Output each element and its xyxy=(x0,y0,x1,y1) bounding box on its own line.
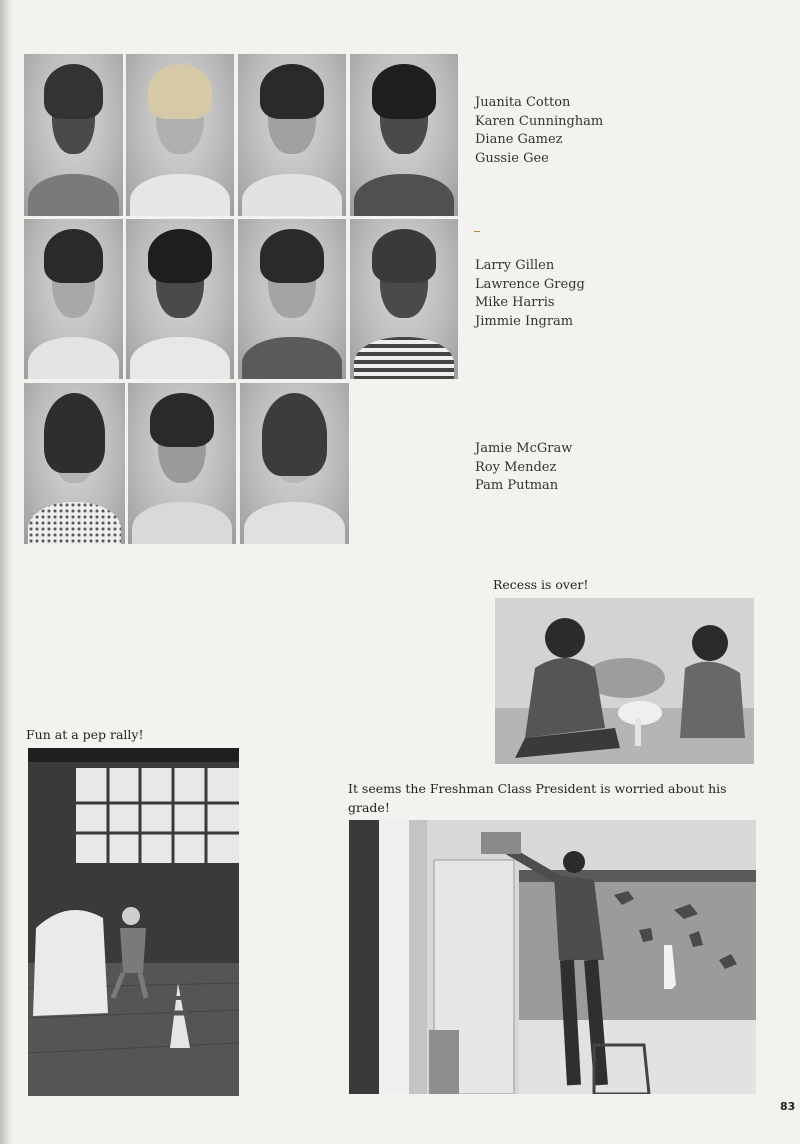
student-name: Jimmie Ingram xyxy=(475,313,574,329)
photo-class-president xyxy=(349,820,756,1094)
student-name: Gussie Gee xyxy=(475,150,549,166)
student-name: Karen Cunningham xyxy=(475,113,604,129)
page-number: 83 xyxy=(780,1100,796,1113)
name-list-row-2 xyxy=(475,257,585,331)
name-list-row-1 xyxy=(475,94,603,168)
portrait-diane-gamez xyxy=(238,54,346,216)
portrait-mike-harris xyxy=(238,219,346,379)
portrait-juanita-cotton xyxy=(24,54,123,216)
student-name: Jamie McGraw xyxy=(475,441,573,456)
portrait-gussie-gee xyxy=(350,54,458,216)
ink-mark xyxy=(474,231,480,232)
student-name: Mike Harris xyxy=(475,295,555,310)
portrait-karen-cunningham xyxy=(126,54,234,216)
portrait-larry-gillen xyxy=(24,219,123,379)
name-list-row-3 xyxy=(475,440,572,496)
portrait-jimmie-ingram xyxy=(350,219,458,379)
caption-recess: Recess is over! xyxy=(493,577,589,592)
caption-president-line-1: It seems the Freshman Class President is worried about his xyxy=(348,781,727,796)
portrait-lawrence-gregg xyxy=(126,219,234,379)
student-name: Roy Mendez xyxy=(475,459,557,475)
student-name: Lawrence Gregg xyxy=(475,276,585,292)
page-binding-shadow xyxy=(0,0,14,1144)
student-name: Larry Gillen xyxy=(475,258,555,273)
student-name: Juanita Cotton xyxy=(475,95,571,110)
photo-pep-rally xyxy=(28,748,239,1096)
caption-pep-rally: Fun at a pep rally! xyxy=(26,727,144,742)
student-name: Pam Putman xyxy=(475,478,559,493)
student-name: Diane Gamez xyxy=(475,132,563,147)
portrait-jamie-mcgraw xyxy=(24,383,125,544)
photo-recess xyxy=(495,598,754,764)
portrait-pam-putman xyxy=(240,383,349,544)
caption-president-line-2: grade! xyxy=(348,800,390,815)
portrait-roy-mendez xyxy=(128,383,236,544)
